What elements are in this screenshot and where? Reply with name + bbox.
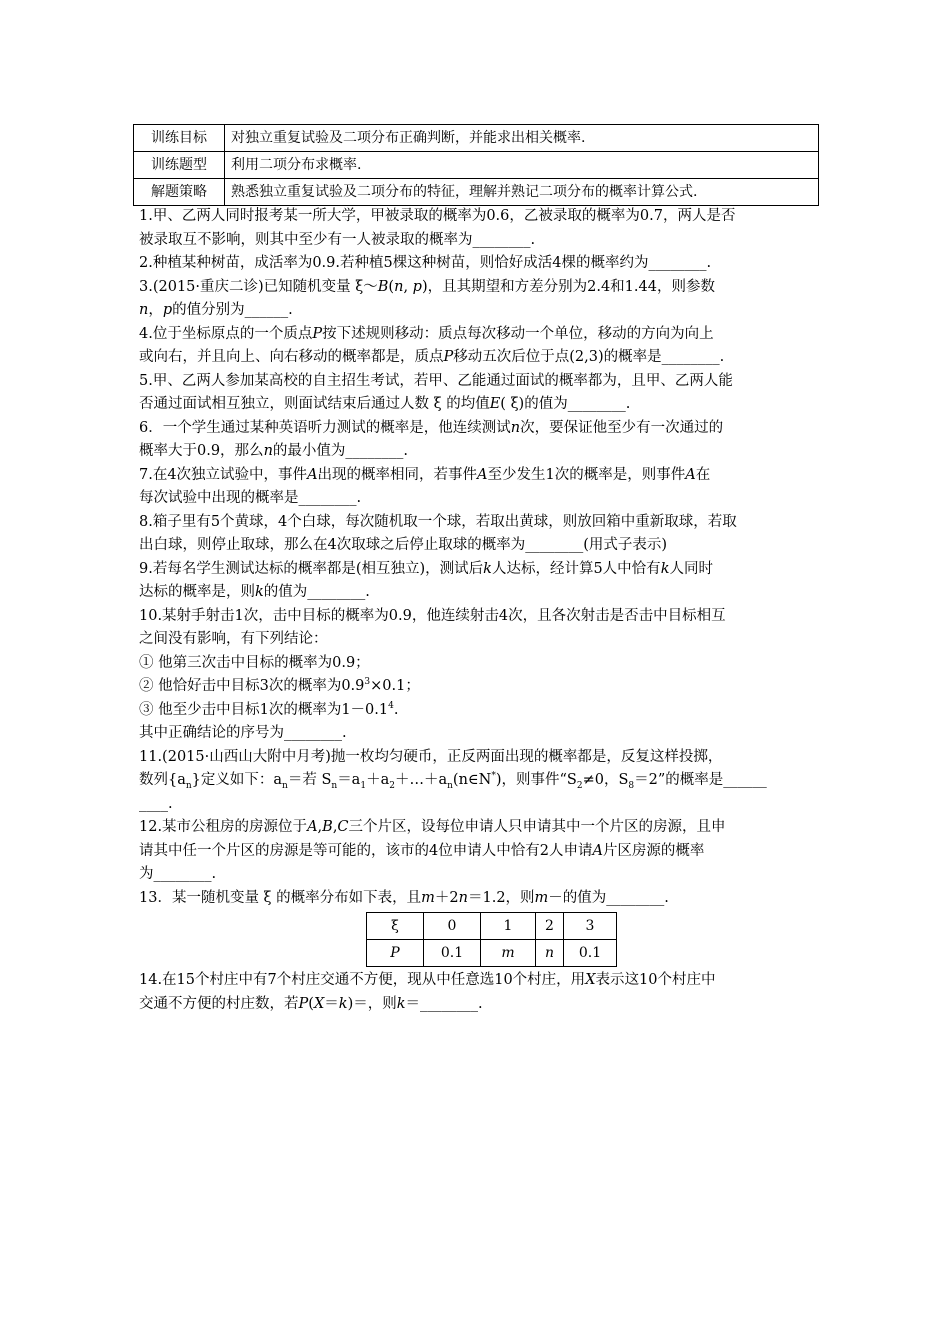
question-10-line: 之间没有影响，有下列结论： bbox=[139, 631, 328, 647]
question-12-line: 请其中任一个片区的房源是等可能的，该市的4位申请人中恰有2人申请A片区房源的概率 bbox=[139, 842, 705, 859]
question-9-line: 达标的概率是，则k的值为________. bbox=[139, 584, 370, 600]
question-14-line: 14.在15个村庄中有7个村庄交通不方便，现从中任意选10个村庄，用X表示这10个村庄中 bbox=[139, 972, 716, 988]
question-6-line: 6．一个学生通过某种英语听力测试的概率是，他连续测试n次，要保证他至少有一次通过的 bbox=[139, 419, 724, 436]
header-value: 熟悉独立重复试验及二项分布的特征，理解并熟记二项分布的概率计算公式. bbox=[225, 179, 819, 206]
dist-cell: n bbox=[536, 940, 564, 967]
dist-cell: P bbox=[367, 940, 424, 967]
question-4-line: 或向右，并且向上、向右移动的概率都是，质点P移动五次后位于点(2,3)的概率是________. bbox=[139, 349, 725, 365]
question-9-line: 9.若每名学生测试达标的概率都是(相互独立)，测试后k人达标，经计算5人中恰有k人同时 bbox=[139, 560, 713, 577]
header-row bbox=[134, 152, 819, 179]
question-14-line: 交通不方便的村庄数，若P(X＝k)＝，则k＝________. bbox=[139, 995, 483, 1012]
question-12-line: 为________. bbox=[139, 866, 217, 882]
dist-row-p bbox=[367, 940, 617, 967]
dist-cell: 3 bbox=[564, 913, 617, 940]
question-10-line: ③ 他至少击中目标1次的概率为$1-0.1^4$. bbox=[139, 700, 399, 718]
training-header-table bbox=[133, 124, 819, 206]
header-row bbox=[134, 179, 819, 206]
question-5-line: 否通过面试相互独立，则面试结束后通过人数 ξ 的均值E( ξ)的值为________. bbox=[139, 396, 631, 412]
question-11-line: ____. bbox=[139, 795, 173, 812]
question-list bbox=[139, 205, 815, 1016]
dist-cell: 0 bbox=[424, 913, 481, 940]
dist-row-xi bbox=[367, 913, 617, 940]
dist-cell: 1 bbox=[481, 913, 536, 940]
question-3-line: 3.(2015·重庆二诊)已知随机变量 ξ～B(n, p)，且其期望和方差分别为2.4和1.44，则参数 bbox=[139, 278, 715, 295]
question-13-line: 13．某一随机变量 ξ 的概率分布如下表，且m＋2n＝1.2，则m－的值为________. bbox=[139, 889, 669, 906]
dist-cell: 0.1 bbox=[424, 940, 481, 967]
question-3-line: n，p的值分别为______. bbox=[139, 302, 293, 318]
question-6-line: 概率大于0.9，那么n的最小值为________. bbox=[139, 443, 409, 459]
question-11-line: 11.(2015·山西山大附中月考)抛一枚均匀硬币，正反两面出现的概率都是，反复这样投掷， bbox=[139, 748, 723, 765]
question-10-line: 10.某射手射击1次，击中目标的概率为0.9，他连续射击4次，且各次射击是否击中目标相互 bbox=[139, 607, 726, 624]
header-row bbox=[134, 125, 819, 152]
dist-cell: m bbox=[481, 940, 536, 967]
header-key: 解题策略 bbox=[134, 179, 225, 206]
header-value: 对独立重复试验及二项分布正确判断，并能求出相关概率. bbox=[225, 125, 819, 152]
dist-cell: 0.1 bbox=[564, 940, 617, 967]
header-key: 训练题型 bbox=[134, 152, 225, 179]
header-key: 训练目标 bbox=[134, 125, 225, 152]
dist-cell: ξ bbox=[367, 913, 424, 940]
question-1-line: 1.甲、乙两人同时报考某一所大学，甲被录取的概率为0.6，乙被录取的概率为0.7，两人是否 bbox=[139, 208, 736, 224]
question-7-line: 每次试验中出现的概率是________. bbox=[139, 490, 362, 506]
question-7-line: 7.在4次独立试验中，事件A出现的概率相同，若事件A至少发生1次的概率是，则事件A在 bbox=[139, 466, 711, 483]
question-11-line: 数列$\{a_n\}$定义如下：$a_n=$若 $S_n=a_1+a_2+\dots+a_n(n\in N^*)$，则事件“$S_2\ne 0$，$S_8=2$”的概率是______ bbox=[139, 771, 767, 791]
question-8-line: 8.箱子里有5个黄球，4个白球，每次随机取一个球，若取出黄球，则放回箱中重新取球，若取 bbox=[139, 513, 737, 530]
probability-distribution-table bbox=[366, 912, 617, 967]
question-1-line: 被录取互不影响，则其中至少有一人被录取的概率为________. bbox=[139, 231, 536, 248]
question-8-line: 出白球，则停止取球，那么在4次取球之后停止取球的概率为________(用式子表示) bbox=[139, 537, 668, 553]
question-10-line: ① 他第三次击中目标的概率为0.9； bbox=[139, 654, 370, 671]
header-value: 利用二项分布求概率. bbox=[225, 152, 819, 179]
dist-cell: 2 bbox=[536, 913, 564, 940]
page bbox=[133, 124, 819, 1012]
question-12-line: 12.某市公租房的房源位于A,B,C三个片区，设每位申请人只申请其中一个片区的房源，且申 bbox=[139, 819, 726, 835]
question-10-line: 其中正确结论的序号为________. bbox=[139, 725, 347, 741]
question-4-line: 4.位于坐标原点的一个质点P按下述规则移动：质点每次移动一个单位，移动的方向为向上 bbox=[139, 325, 714, 342]
question-5-line: 5.甲、乙两人参加某高校的自主招生考试，若甲、乙能通过面试的概率都为，且甲、乙两人能 bbox=[139, 372, 733, 389]
question-10-line: ② 他恰好击中目标3次的概率为$0.9^3\times 0.1$； bbox=[139, 677, 420, 694]
question-2-line: 2.种植某种树苗，成活率为0.9.若种植5棵这种树苗，则恰好成活4棵的概率约为________. bbox=[139, 255, 712, 271]
